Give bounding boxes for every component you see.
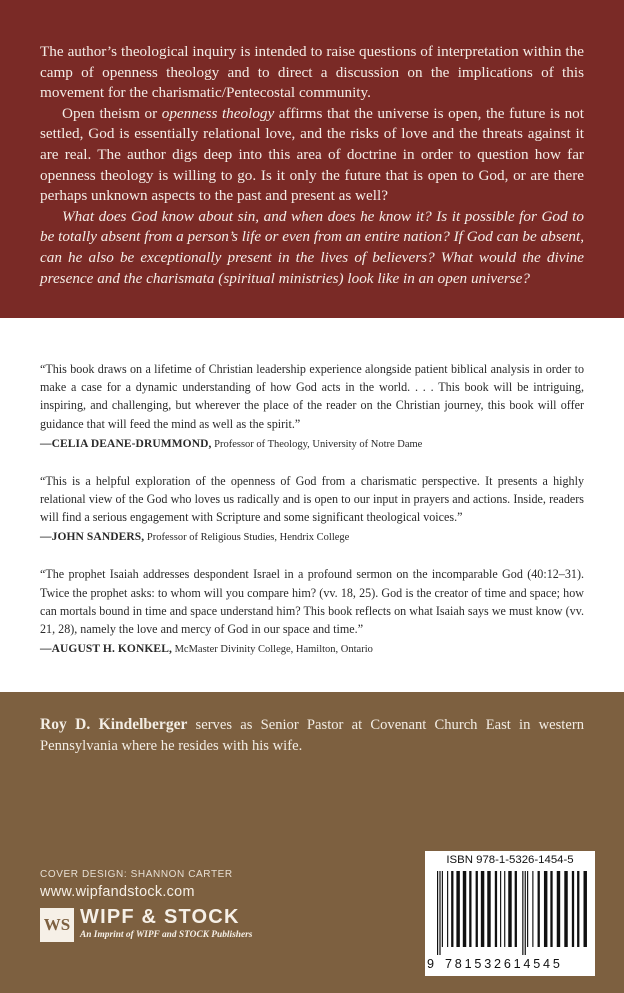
author-name: Roy D. Kindelberger xyxy=(40,716,188,733)
endorsement xyxy=(40,360,584,450)
ws-logo-icon xyxy=(40,908,74,942)
barcode-bar xyxy=(437,871,438,955)
description-paragraph-2 xyxy=(40,104,584,207)
paragraph-2-emphasis: openness theology xyxy=(161,104,275,122)
endorsement-quote: “This book draws on a lifetime of Christian leadership experience alongside patient biblical analysis in order to make a case for a dynamic understanding of how God acts in the world. . . . This book will be intriguing, inspiring, and challenging, but wherever the place of the reader on the Christian journey, this book will offer guidance that will feed the mind as well as the spirit.” xyxy=(40,362,584,431)
barcode-bar xyxy=(584,871,587,947)
endorsement-attribution xyxy=(40,643,584,655)
barcode-bar xyxy=(439,871,440,955)
barcode-bar xyxy=(544,871,547,947)
endorsements-panel xyxy=(0,318,624,692)
barcode-bar xyxy=(463,871,466,947)
barcode-bar xyxy=(469,871,471,947)
barcode-bar xyxy=(476,871,478,947)
barcode-bar xyxy=(500,871,501,947)
barcode-bar xyxy=(442,871,443,947)
barcode-bar xyxy=(525,871,526,955)
author-publisher-panel xyxy=(0,692,624,993)
barcode-bar xyxy=(522,871,523,955)
barcode-bar xyxy=(577,871,579,947)
barcode-bar xyxy=(504,871,505,947)
endorsement-quote: “This is a helpful exploration of the openness of God from a charismatic perspective. It presents a highly relational view of the God who loves us radically and is open to our input in prayers and actions. Inside, readers will find a serious engagement with Scripture and some significant theological voices.” xyxy=(40,473,584,525)
description-paragraph-3: What does God know about sin, and when does he know it? Is it possible for God to be totally absent from a person’s life or even from an entire nation? If God can be absent, can he also be exceptionally present in the lives of believers? What would the divine presence and the charismata (spiritual ministries) look like in an open universe? xyxy=(40,207,584,287)
barcode-bar xyxy=(508,871,511,947)
endorser-affiliation: McMaster Divinity College, Hamilton, Ontario xyxy=(171,644,373,656)
author-bio-text: serves as Senior Pastor at Covenant Church East in western Pennsylvania where he resides with his wife. xyxy=(40,717,584,754)
endorsement-attribution xyxy=(40,438,584,450)
paragraph-2-start: Open theism or xyxy=(62,104,162,122)
barcode-bar xyxy=(557,871,560,947)
barcode-bar xyxy=(527,871,528,947)
author-bio xyxy=(40,714,584,757)
isbn-barcode xyxy=(425,851,595,976)
publisher-logo xyxy=(40,906,300,946)
barcode-bar xyxy=(538,871,540,947)
barcode-bar xyxy=(532,871,533,947)
barcode-bar xyxy=(487,871,490,947)
barcode-first-digit: 9 xyxy=(427,957,435,971)
barcode-bar xyxy=(447,871,448,947)
barcode-bar xyxy=(481,871,484,947)
logo-mark: WS xyxy=(43,915,71,934)
barcode-bars-icon xyxy=(435,871,587,955)
cover-design-credit: COVER DESIGN: SHANNON CARTER xyxy=(40,869,233,880)
barcode-bar xyxy=(456,871,459,947)
barcode-bar xyxy=(564,871,567,947)
barcode-bar xyxy=(495,871,497,947)
publisher-name: WIPF & STOCK xyxy=(80,906,240,928)
description-paragraph-1: The author’s theological inquiry is intended to raise questions of interpretation within the camp of openness theology and to direct a discussion on the implications of this movement for the charismatic/Pentecostal community. xyxy=(40,43,584,102)
endorsement xyxy=(40,565,584,655)
isbn-label: ISBN 978-1-5326-1454-5 xyxy=(446,854,574,866)
description-panel xyxy=(0,0,624,318)
barcode-bar xyxy=(572,871,574,947)
endorsement-attribution xyxy=(40,531,584,543)
endorsement xyxy=(40,472,584,544)
endorser-name: —CELIA DEANE-DRUMMOND, xyxy=(40,437,212,450)
publisher-website: www.wipfandstock.com xyxy=(40,884,195,900)
endorser-name: —JOHN SANDERS, xyxy=(40,531,145,544)
endorser-affiliation: Professor of Religious Studies, Hendrix College xyxy=(144,532,350,544)
barcode-bar xyxy=(515,871,517,947)
barcode-digits: 781532614545 xyxy=(445,957,563,971)
barcode-bar xyxy=(451,871,453,947)
paragraph-2-rest: affirms that the universe is open, the future is not settled, God is essentially relational love, and the risks of love and the threats against it are real. The author digs deep into this area of doctrine in order to question how far openness theology is willing to go. Is it only the future that is open to God, or are there perhaps unknown aspects to the past and present as well? xyxy=(40,104,584,205)
endorser-affiliation: Professor of Theology, University of Notre Dame xyxy=(211,438,423,450)
publisher-tagline: An Imprint of WIPF and STOCK Publishers xyxy=(80,930,253,940)
barcode-bar xyxy=(550,871,552,947)
endorser-name: —AUGUST H. KONKEL, xyxy=(40,643,172,656)
endorsement-quote: “The prophet Isaiah addresses despondent Israel in a profound sermon on the incomparable God (40:12–31). Twice the prophet asks: to whom will you compare him? (vv. 18, 25). God is the creator of time and space; how can mortals bound in time and space understand him? This book reflects on what Isaiah says we must know (vv. 21, 28), namely the love and mercy of God in our space and time.” xyxy=(40,567,584,637)
